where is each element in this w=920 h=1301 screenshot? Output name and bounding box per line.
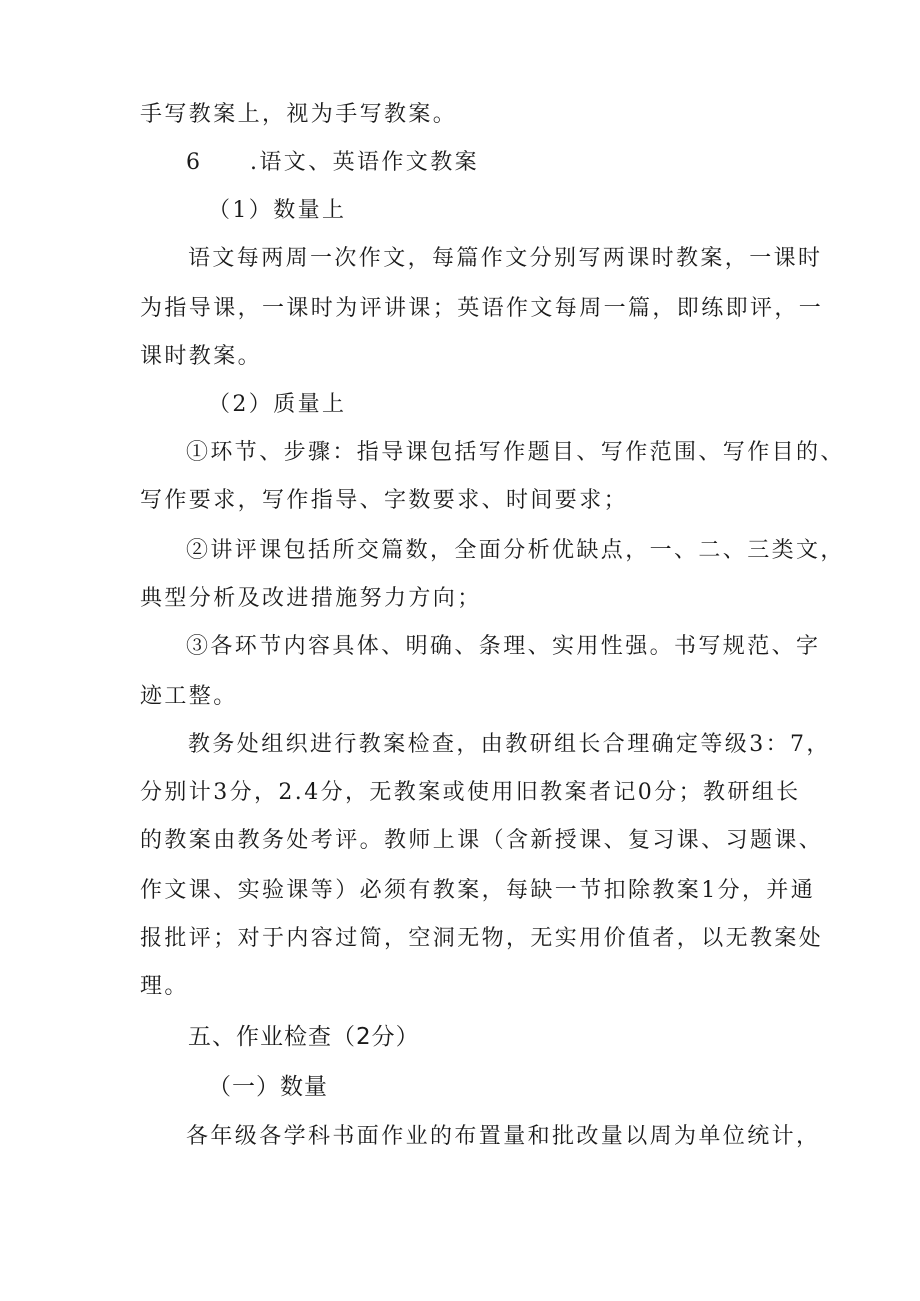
paragraph-line: ③各环节内容具体、明确、条理、实用性强。书写规范、字 xyxy=(186,634,821,659)
paragraph-line: 的教案由教务处考评。教师上课（含新授课、复习课、习题课、 xyxy=(140,828,824,853)
paragraph-line: 报批评；对于内容过简，空洞无物，无实用价值者，以无教案处 xyxy=(140,926,824,951)
quality-subheading: （2）质量上 xyxy=(208,392,347,417)
paragraph-line: 为指导课，一课时为评讲课；英语作文每周一篇，即练即评，一 xyxy=(140,296,824,321)
item-6-heading xyxy=(186,148,479,178)
quantity-subheading: （1）数量上 xyxy=(208,198,347,223)
paragraph-line: 作文课、实验课等）必须有教案，每缺一节扣除教案1分，并通 xyxy=(140,878,816,903)
paragraph-line: 各年级各学科书面作业的布置量和批改量以周为单位统计， xyxy=(186,1124,821,1149)
paragraph-line: 写作要求，写作指导、字数要求、时间要求； xyxy=(140,488,629,513)
paragraph-line: ②讲评课包括所交篇数，全面分析优缺点，一、二、三类文， xyxy=(186,538,845,563)
paragraph-line: ①环节、步骤：指导课包括写作题目、写作范围、写作目的、 xyxy=(186,440,845,465)
paragraph-line: 课时教案。 xyxy=(140,344,263,369)
paragraph-line: 手写教案上，视为手写教案。 xyxy=(140,102,458,127)
item-number: 6 xyxy=(186,150,203,175)
paragraph-line: 教务处组织进行教案检查，由教研组长合理确定等级3：7， xyxy=(188,732,831,757)
paragraph-line: 语文每两周一次作文，每篇作文分别写两课时教案，一课时 xyxy=(188,246,823,271)
subsection-heading: （一）数量 xyxy=(208,1074,328,1100)
paragraph-line: 典型分析及改进措施努力方向； xyxy=(140,586,482,611)
item-title: .语文、英语作文教案 xyxy=(250,150,479,175)
paragraph-line: 分别计3分，2.4分，无教案或使用旧教案者记0分；教研组长 xyxy=(140,780,801,805)
paragraph-line: 迹工整。 xyxy=(140,684,238,709)
paragraph-line: 理。 xyxy=(140,974,189,999)
section-heading: 五、作业检查（2分） xyxy=(188,1024,420,1050)
